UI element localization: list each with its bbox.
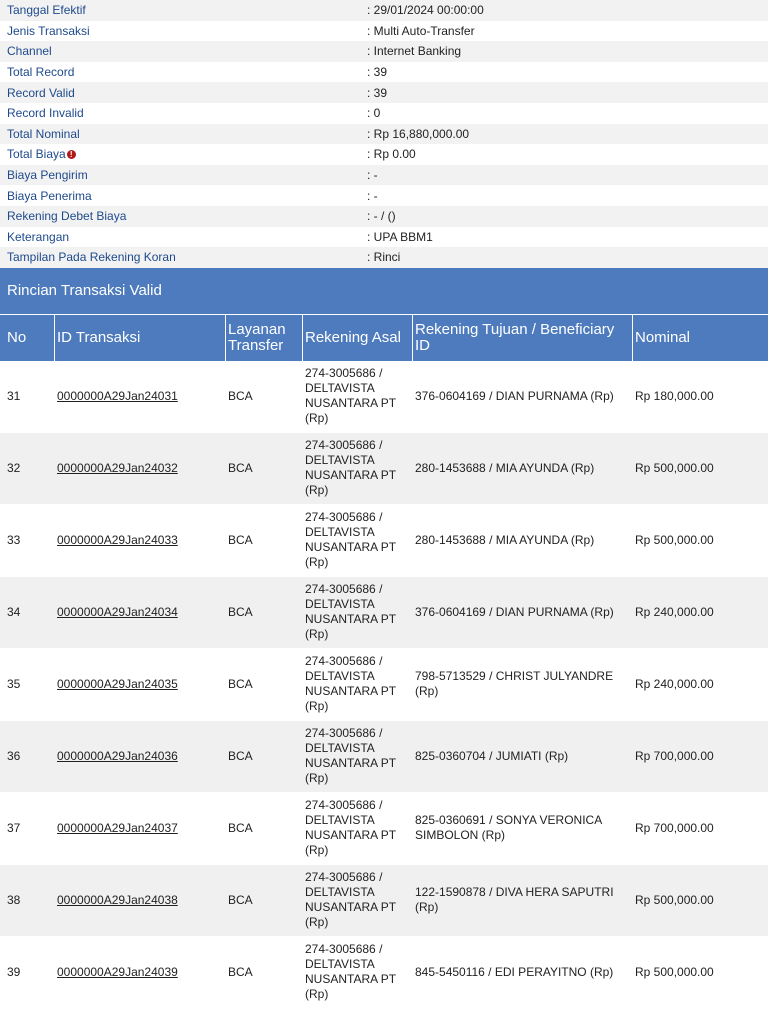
summary-row-channel [0, 41, 768, 62]
summary-value: : - [360, 165, 768, 186]
summary-label: Biaya Pengirim [0, 165, 360, 186]
summary-value: : - [360, 185, 768, 206]
cell-id-transaksi [55, 505, 226, 577]
table-row [0, 577, 768, 649]
summary-value: : Multi Auto-Transfer [360, 21, 768, 42]
cell-rekening-asal: 274-3005686 / DELTAVISTA NUSANTARA PT (Rp) [303, 937, 413, 1009]
column-header-rekening-tujuan: Rekening Tujuan / Beneficiary ID [413, 315, 633, 361]
cell-rekening-asal: 274-3005686 / DELTAVISTA NUSANTARA PT (Rp) [303, 505, 413, 577]
info-icon[interactable]: ! [67, 150, 76, 159]
cell-layanan-transfer: BCA [226, 649, 303, 721]
summary-row-tampilan-rekening-koran [0, 247, 768, 268]
section-title: Rincian Transaksi Valid [0, 268, 768, 314]
summary-value: : Rp 0.00 [360, 144, 768, 165]
cell-no: 33 [0, 505, 55, 577]
cell-rekening-asal: 274-3005686 / DELTAVISTA NUSANTARA PT (Rp) [303, 793, 413, 865]
cell-layanan-transfer: BCA [226, 793, 303, 865]
summary-label: Rekening Debet Biaya [0, 206, 360, 227]
column-header-id-transaksi: ID Transaksi [55, 315, 226, 361]
cell-layanan-transfer: BCA [226, 361, 303, 433]
cell-rekening-tujuan: 845-5450116 / EDI PERAYITNO (Rp) [413, 937, 633, 1009]
table-row [0, 433, 768, 505]
summary-label-cell [0, 144, 360, 165]
cell-layanan-transfer: BCA [226, 433, 303, 505]
table-row [0, 721, 768, 793]
cell-layanan-transfer: BCA [226, 865, 303, 937]
summary-row-record-invalid [0, 103, 768, 124]
column-header-rekening-asal: Rekening Asal [303, 315, 413, 361]
cell-nominal: Rp 500,000.00 [633, 433, 768, 505]
cell-rekening-tujuan: 798-5713529 / CHRIST JULYANDRE (Rp) [413, 649, 633, 721]
summary-row-jenis-transaksi [0, 21, 768, 42]
table-row [0, 505, 768, 577]
cell-no: 31 [0, 361, 55, 433]
cell-nominal: Rp 180,000.00 [633, 361, 768, 433]
summary-row-rekening-debet-biaya [0, 206, 768, 227]
cell-nominal: Rp 240,000.00 [633, 649, 768, 721]
summary-value: : 0 [360, 103, 768, 124]
summary-row-total-biaya [0, 144, 768, 165]
summary-label: Channel [0, 41, 360, 62]
summary-value: : UPA BBM1 [360, 227, 768, 248]
summary-label: Record Invalid [0, 103, 360, 124]
column-header-no: No [0, 315, 55, 361]
summary-row-keterangan [0, 227, 768, 248]
column-header-nominal: Nominal [633, 315, 768, 361]
summary-label: Total Biaya [7, 147, 66, 162]
cell-id-transaksi [55, 937, 226, 1009]
table-header-row [0, 315, 768, 361]
cell-no: 36 [0, 721, 55, 793]
cell-id-transaksi [55, 649, 226, 721]
transaction-id-link[interactable]: 0000000A29Jan24031 [57, 388, 178, 403]
cell-rekening-tujuan: 376-0604169 / DIAN PURNAMA (Rp) [413, 361, 633, 433]
cell-no: 37 [0, 793, 55, 865]
summary-label: Record Valid [0, 82, 360, 103]
table-row [0, 361, 768, 433]
cell-rekening-asal: 274-3005686 / DELTAVISTA NUSANTARA PT (Rp) [303, 649, 413, 721]
summary-row-biaya-pengirim [0, 165, 768, 186]
cell-rekening-asal: 274-3005686 / DELTAVISTA NUSANTARA PT (Rp) [303, 721, 413, 793]
cell-rekening-tujuan: 280-1453688 / MIA AYUNDA (Rp) [413, 505, 633, 577]
transaction-id-link[interactable]: 0000000A29Jan24036 [57, 748, 178, 763]
cell-id-transaksi [55, 793, 226, 865]
summary-row-tanggal-efektif [0, 0, 768, 21]
cell-rekening-asal: 274-3005686 / DELTAVISTA NUSANTARA PT (Rp) [303, 865, 413, 937]
cell-nominal: Rp 700,000.00 [633, 721, 768, 793]
cell-nominal: Rp 500,000.00 [633, 865, 768, 937]
transaction-id-link[interactable]: 0000000A29Jan24037 [57, 820, 178, 835]
cell-rekening-asal: 274-3005686 / DELTAVISTA NUSANTARA PT (Rp) [303, 361, 413, 433]
summary-value: : 39 [360, 82, 768, 103]
cell-rekening-tujuan: 122-1590878 / DIVA HERA SAPUTRI (Rp) [413, 865, 633, 937]
cell-id-transaksi [55, 361, 226, 433]
cell-layanan-transfer: BCA [226, 937, 303, 1009]
summary-value: : Rinci [360, 247, 768, 268]
cell-no: 38 [0, 865, 55, 937]
transaction-summary-table [0, 0, 768, 268]
cell-layanan-transfer: BCA [226, 505, 303, 577]
summary-label: Biaya Penerima [0, 185, 360, 206]
transaction-id-link[interactable]: 0000000A29Jan24039 [57, 964, 178, 979]
cell-rekening-asal: 274-3005686 / DELTAVISTA NUSANTARA PT (Rp) [303, 433, 413, 505]
cell-id-transaksi [55, 433, 226, 505]
cell-layanan-transfer: BCA [226, 721, 303, 793]
transaction-id-link[interactable]: 0000000A29Jan24035 [57, 676, 178, 691]
cell-id-transaksi [55, 577, 226, 649]
summary-value: : - / () [360, 206, 768, 227]
transaction-id-link[interactable]: 0000000A29Jan24032 [57, 460, 178, 475]
cell-rekening-tujuan: 280-1453688 / MIA AYUNDA (Rp) [413, 433, 633, 505]
transaction-id-link[interactable]: 0000000A29Jan24034 [57, 604, 178, 619]
cell-no: 39 [0, 937, 55, 1009]
summary-row-total-record [0, 62, 768, 83]
table-row [0, 937, 768, 1009]
cell-no: 34 [0, 577, 55, 649]
cell-nominal: Rp 240,000.00 [633, 577, 768, 649]
summary-label: Total Record [0, 62, 360, 83]
table-row [0, 865, 768, 937]
cell-no: 32 [0, 433, 55, 505]
table-row [0, 793, 768, 865]
cell-rekening-tujuan: 825-0360704 / JUMIATI (Rp) [413, 721, 633, 793]
summary-row-biaya-penerima [0, 185, 768, 206]
summary-row-total-nominal [0, 124, 768, 145]
summary-label: Jenis Transaksi [0, 21, 360, 42]
transaction-id-link[interactable]: 0000000A29Jan24033 [57, 532, 178, 547]
summary-value: : 29/01/2024 00:00:00 [360, 0, 768, 21]
summary-label: Tampilan Pada Rekening Koran [0, 247, 360, 268]
table-row [0, 649, 768, 721]
cell-rekening-tujuan: 825-0360691 / SONYA VERONICA SIMBOLON (Rp) [413, 793, 633, 865]
cell-rekening-asal: 274-3005686 / DELTAVISTA NUSANTARA PT (Rp) [303, 577, 413, 649]
cell-nominal: Rp 500,000.00 [633, 937, 768, 1009]
column-header-layanan-transfer: Layanan Transfer [226, 315, 303, 361]
summary-row-record-valid [0, 82, 768, 103]
cell-rekening-tujuan: 376-0604169 / DIAN PURNAMA (Rp) [413, 577, 633, 649]
cell-id-transaksi [55, 865, 226, 937]
summary-label: Total Nominal [0, 124, 360, 145]
valid-transactions-table [0, 315, 768, 1009]
summary-value: : Internet Banking [360, 41, 768, 62]
transaction-id-link[interactable]: 0000000A29Jan24038 [57, 892, 178, 907]
summary-value: : 39 [360, 62, 768, 83]
summary-label: Tanggal Efektif [0, 0, 360, 21]
cell-nominal: Rp 500,000.00 [633, 505, 768, 577]
cell-layanan-transfer: BCA [226, 577, 303, 649]
summary-value: : Rp 16,880,000.00 [360, 124, 768, 145]
cell-nominal: Rp 700,000.00 [633, 793, 768, 865]
cell-id-transaksi [55, 721, 226, 793]
summary-label: Keterangan [0, 227, 360, 248]
cell-no: 35 [0, 649, 55, 721]
